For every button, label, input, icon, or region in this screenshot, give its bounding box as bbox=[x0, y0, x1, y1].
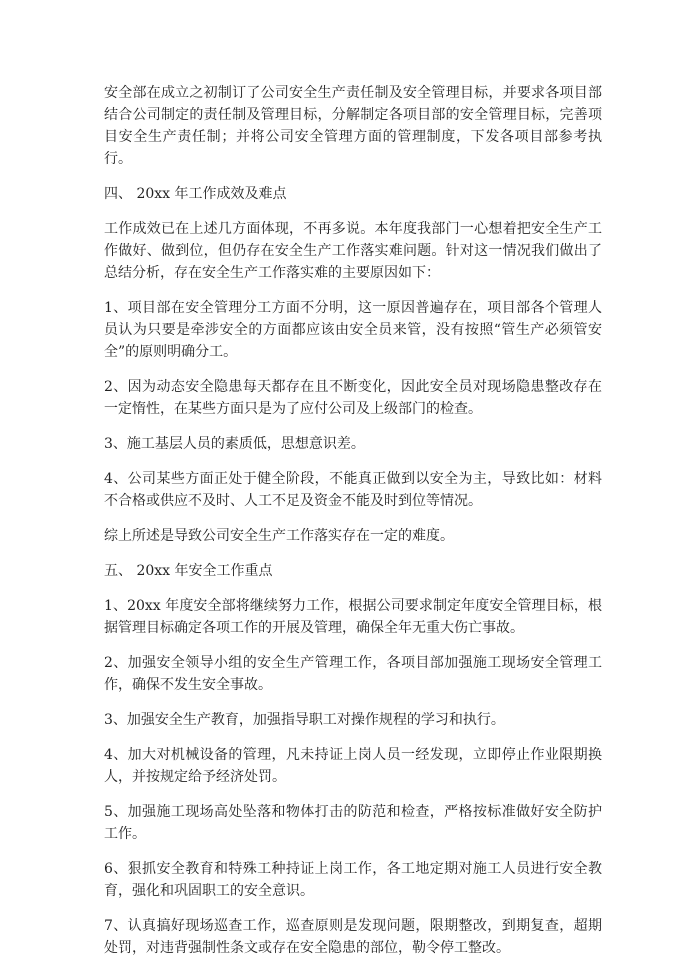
paragraph-difficulty-4: 4、公司某些方面正处于健全阶段，不能真正做到以安全为主，导致比如：材料不合格或供应不及时、人工不足及资金不能及时到位等情况。 bbox=[104, 471, 602, 509]
paragraph-difficulty-1: 1、项目部在安全管理分工方面不分明，这一原因普遍存在，项目部各个管理人员认为只要是牵涉安全的方面都应该由安全员来管，没有按照“管生产必须管安全”的原则明确分工。 bbox=[104, 300, 602, 360]
paragraph-focus-1: 1、20xx 年度安全部将继续努力工作，根据公司要求制定年度安全管理目标，根据管理目标确定各项工作的开展及管理，确保全年无重大伤亡事故。 bbox=[104, 598, 602, 636]
paragraph-focus-3: 3、加强安全生产教育，加强指导职工对操作规程的学习和执行。 bbox=[104, 712, 505, 728]
paragraph-focus-4: 4、加大对机械设备的管理，凡未持证上岗人员一经发现，立即停止作业限期换人，并按规定给予经济处罚。 bbox=[104, 747, 602, 785]
paragraph-focus-5: 5、加强施工现场高处坠落和物体打击的防范和检查，严格按标准做好安全防护工作。 bbox=[104, 804, 602, 842]
section-heading-5: 五、 20xx 年安全工作重点 bbox=[104, 563, 273, 579]
paragraph-difficulty-2: 2、因为动态安全隐患每天都存在且不断变化，因此安全员对现场隐患整改存在一定惰性，在某些方面只是为了应付公司及上级部门的检查。 bbox=[104, 379, 602, 417]
section-heading-4: 四、 20xx 年工作成效及难点 bbox=[104, 186, 287, 202]
paragraph-summary: 综上所述是导致公司安全生产工作落实存在一定的难度。 bbox=[104, 528, 454, 544]
paragraph-focus-2: 2、加强安全领导小组的安全生产管理工作，各项目部加强施工现场安全管理工作，确保不发生安全事故。 bbox=[104, 655, 602, 693]
paragraph-difficulty-3: 3、施工基层人员的素质低，思想意识差。 bbox=[104, 436, 365, 452]
paragraph-intro: 安全部在成立之初制订了公司安全生产责任制及安全管理目标，并要求各项目部结合公司制定的责任制及管理目标，分解制定各项目部的安全管理目标，完善项目安全生产责任制；并将公司安全管理方面的管理制度，下发各项目部参考执行。 bbox=[104, 85, 602, 167]
paragraph-focus-6: 6、狠抓安全教育和特殊工种持证上岗工作，各工地定期对施工人员进行安全教育，强化和巩固职工的安全意识。 bbox=[104, 861, 602, 899]
paragraph-focus-7: 7、认真搞好现场巡查工作，巡查原则是发现问题，限期整改，到期复查，超期处罚，对违背强制性条文或存在安全隐患的部位，勒令停工整改。 bbox=[104, 918, 602, 956]
paragraph-results: 工作成效已在上述几方面体现，不再多说。本年度我部门一心想着把安全生产工作做好、做到位，但仍存在安全生产工作落实难问题。针对这一情况我们做出了总结分析，存在安全生产工作落实难的主要原因如下： bbox=[104, 221, 602, 281]
